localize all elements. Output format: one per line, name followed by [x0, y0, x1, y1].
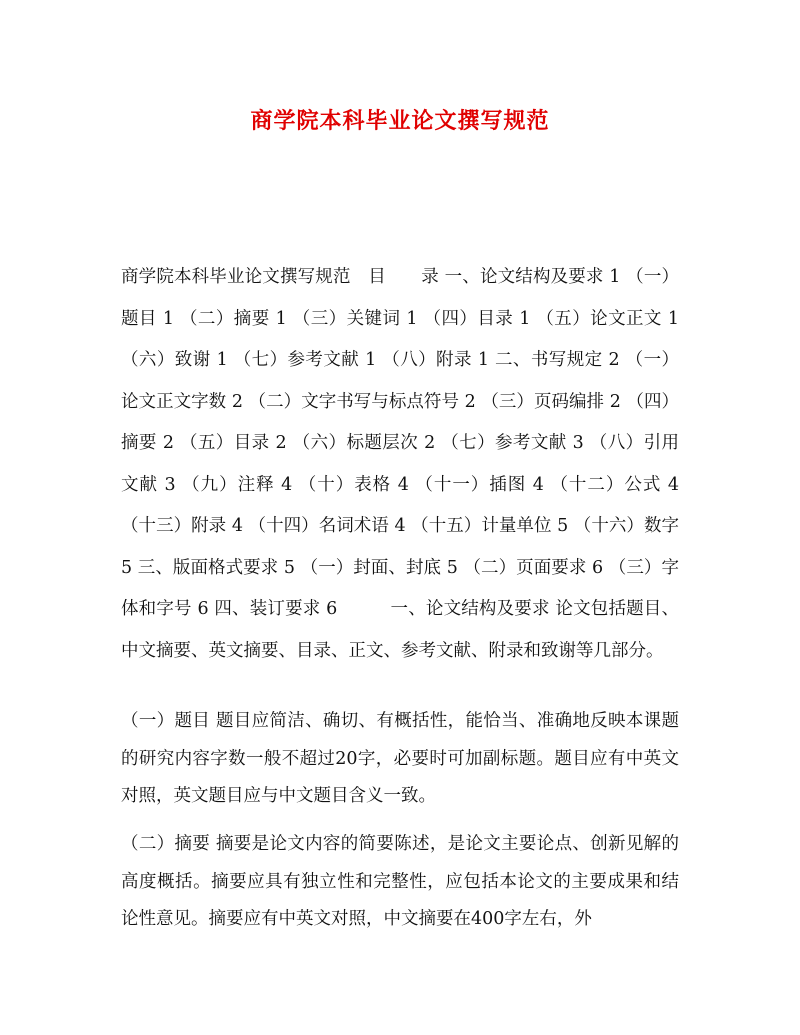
paragraph-abstract-section: （二）摘要 摘要是论文内容的简要陈述，是论文主要论点、创新见解的高度概括。摘要应具有独立性和完整性，应包括本论文的主要成果和结论性意见。摘要应有中英文对照，中文摘要在400字左右，外 [121, 834, 679, 929]
document-title: 商学院本科毕业论文撰写规范 [250, 108, 550, 134]
table-of-contents-text: 商学院本科毕业论文撰写规范 目 录 一、论文结构及要求 1 （一）题目 1 （二）摘要 1 （三）关键词 1 （四）目录 1 （五）论文正文 1 （六）致谢 1 （七）参考文献 1 （八）附录 1 二、书写规定 2 （一）论文正文字数 2 （二）文字书写与标点符号 2 （三）页码编排 2 （四）摘要 2 （五）目录 2 （六）标题层次 2 （七）参考文献 3 （八）引用文献 3 （九）注释 4 （十）表格 4 （十一）插图 4 （十二）公式 4 （十三）附录 4 （十四）名词术语 4 （十五）计量单位 5 （十六）数字 5 三、版面格式要求 5 （一）封面、封底 5 （二）页面要求 6 （三）字体和字号 6 四、装订要求 6 一、论文结构及要求 论文包括题目、中文摘要、英文摘要、目录、正文、参考文献、附录和致谢等几部分。 [121, 267, 679, 661]
paragraph-title-section: （一）题目 题目应简洁、确切、有概括性，能恰当、准确地反映本课题的研究内容字数一般不超过20字，必要时可加副标题。题目应有中英文对照，英文题目应与中文题目含义一致。 [121, 711, 679, 806]
